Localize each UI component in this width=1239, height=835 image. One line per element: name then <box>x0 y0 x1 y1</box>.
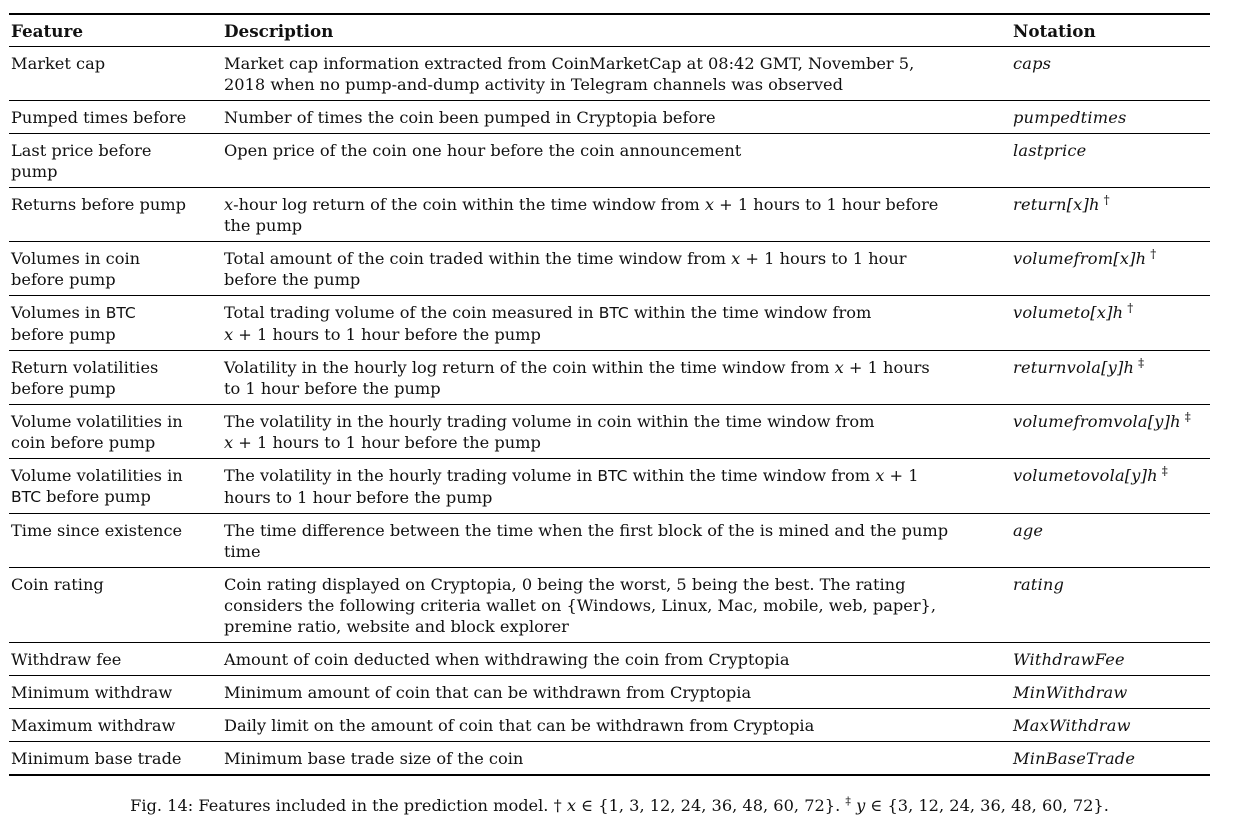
notation-symbol: volumetovola[y]h <box>1013 466 1158 485</box>
notation-cell <box>1011 405 1210 459</box>
feature-line: Withdraw fee <box>11 650 122 669</box>
description-line: Minimum base trade size of the coin <box>224 749 524 768</box>
description-line: x + 1 hours to 1 hour before the pump <box>224 433 541 452</box>
description-line: Daily limit on the amount of coin that can be withdrawn from Cryptopia <box>224 716 815 735</box>
feature-cell <box>9 459 222 514</box>
table-body <box>9 47 1210 776</box>
feature-cell <box>9 242 222 296</box>
feature-cell <box>9 514 222 568</box>
table-row <box>9 676 1210 709</box>
feature-line: Last price before <box>11 141 152 160</box>
notation-footnote-mark: † <box>1150 246 1157 261</box>
description-line: Total trading volume of the coin measured in BTC within the time window from <box>224 303 872 322</box>
notation-cell <box>1011 568 1210 643</box>
feature-cell <box>9 643 222 676</box>
table-row <box>9 47 1210 101</box>
notation-cell <box>1011 188 1210 242</box>
feature-line: Time since existence <box>11 521 183 540</box>
description-line: Total amount of the coin traded within the time window from x + 1 hours to 1 hour <box>224 249 907 268</box>
feature-line: BTC before pump <box>11 487 151 506</box>
description-cell <box>222 47 1011 101</box>
caption-y-definition: y ∈ {3, 12, 24, 36, 48, 60, 72}. <box>856 796 1109 815</box>
description-line: hours to 1 hour before the pump <box>224 488 493 507</box>
table-row <box>9 459 1210 514</box>
description-cell <box>222 101 1011 134</box>
notation-symbol: volumefrom[x]h <box>1013 249 1147 268</box>
table-row <box>9 134 1210 188</box>
feature-line: Return volatilities <box>11 358 159 377</box>
description-line: Market cap information extracted from CoinMarketCap at 08:42 GMT, November 5, <box>224 54 915 73</box>
feature-cell <box>9 134 222 188</box>
caption-text: Features included in the prediction model. <box>198 796 549 815</box>
caption-double-dagger: ‡ <box>845 794 851 808</box>
feature-line: before pump <box>11 325 116 344</box>
feature-line: Volumes in BTC <box>11 303 136 322</box>
notation-footnote-mark: ‡ <box>1161 463 1168 478</box>
notation-footnote-mark: † <box>1103 192 1110 207</box>
feature-cell <box>9 676 222 709</box>
feature-line: Volume volatilities in <box>11 466 183 485</box>
description-line: before the pump <box>224 270 361 289</box>
notation-symbol: lastprice <box>1013 141 1087 160</box>
description-line: Volatility in the hourly log return of the coin within the time window from x + 1 hours <box>224 358 930 377</box>
feature-cell <box>9 47 222 101</box>
description-line: the pump <box>224 216 303 235</box>
notation-cell <box>1011 459 1210 514</box>
feature-line: Pumped times before <box>11 108 187 127</box>
notation-cell <box>1011 742 1210 776</box>
table-row <box>9 296 1210 351</box>
features-table <box>9 13 1210 776</box>
feature-line: Returns before pump <box>11 195 186 214</box>
table-row <box>9 101 1210 134</box>
notation-symbol: return[x]h <box>1013 195 1100 214</box>
description-cell <box>222 351 1011 405</box>
feature-line: pump <box>11 162 58 181</box>
notation-cell <box>1011 676 1210 709</box>
description-cell <box>222 188 1011 242</box>
description-cell <box>222 643 1011 676</box>
notation-symbol: volumefromvola[y]h <box>1013 412 1181 431</box>
notation-cell <box>1011 296 1210 351</box>
notation-symbol: pumpedtimes <box>1013 108 1127 127</box>
description-line: 2018 when no pump-and-dump activity in Telegram channels was observed <box>224 75 843 94</box>
caption-x-definition: x ∈ {1, 3, 12, 24, 36, 48, 60, 72}. <box>566 796 841 815</box>
notation-symbol: caps <box>1013 54 1052 73</box>
notation-cell <box>1011 47 1210 101</box>
notation-cell <box>1011 514 1210 568</box>
description-line: x + 1 hours to 1 hour before the pump <box>224 325 541 344</box>
notation-cell <box>1011 101 1210 134</box>
notation-footnote-mark: ‡ <box>1184 409 1191 424</box>
description-line: considers the following criteria wallet on {Windows, Linux, Mac, mobile, web, paper}, <box>224 596 937 615</box>
notation-symbol: MinBaseTrade <box>1013 749 1136 768</box>
notation-cell <box>1011 134 1210 188</box>
description-cell <box>222 742 1011 776</box>
table-row <box>9 514 1210 568</box>
caption-dagger: † <box>553 796 562 815</box>
feature-cell <box>9 405 222 459</box>
description-line: Number of times the coin been pumped in Cryptopia before <box>224 108 716 127</box>
notation-symbol: rating <box>1013 575 1065 594</box>
description-cell <box>222 568 1011 643</box>
description-line: Minimum amount of coin that can be withdrawn from Cryptopia <box>224 683 752 702</box>
header-feature: Feature <box>11 21 84 41</box>
description-cell <box>222 676 1011 709</box>
notation-cell <box>1011 242 1210 296</box>
feature-line: Minimum withdraw <box>11 683 173 702</box>
description-cell <box>222 709 1011 742</box>
description-line: Open price of the coin one hour before the coin announcement <box>224 141 742 160</box>
description-cell <box>222 242 1011 296</box>
notation-symbol: returnvola[y]h <box>1013 358 1135 377</box>
description-line: time <box>224 542 261 561</box>
table-row <box>9 742 1210 776</box>
header-row <box>9 14 1210 47</box>
table-row <box>9 351 1210 405</box>
notation-symbol: WithdrawFee <box>1013 650 1125 669</box>
header-description: Description <box>224 21 334 41</box>
notation-symbol: age <box>1013 521 1044 540</box>
description-line: The volatility in the hourly trading volume in coin within the time window from <box>224 412 875 431</box>
table-row <box>9 568 1210 643</box>
feature-cell <box>9 351 222 405</box>
figure-caption <box>0 795 1239 817</box>
notation-symbol: MinWithdraw <box>1013 683 1128 702</box>
description-cell <box>222 459 1011 514</box>
table-row <box>9 643 1210 676</box>
notation-footnote-mark: ‡ <box>1138 355 1145 370</box>
description-cell <box>222 134 1011 188</box>
feature-line: before pump <box>11 270 116 289</box>
feature-cell <box>9 568 222 643</box>
caption-label: Fig. 14: <box>130 796 194 815</box>
description-line: to 1 hour before the pump <box>224 379 441 398</box>
description-line: Amount of coin deducted when withdrawing the coin from Cryptopia <box>224 650 790 669</box>
description-cell <box>222 514 1011 568</box>
feature-cell <box>9 101 222 134</box>
description-line: Coin rating displayed on Cryptopia, 0 being the worst, 5 being the best. The rating <box>224 575 906 594</box>
feature-line: Volume volatilities in <box>11 412 183 431</box>
description-line: The volatility in the hourly trading volume in BTC within the time window from x + 1 <box>224 466 919 485</box>
feature-cell <box>9 296 222 351</box>
notation-cell <box>1011 643 1210 676</box>
notation-cell <box>1011 709 1210 742</box>
feature-line: Coin rating <box>11 575 104 594</box>
feature-line: Maximum withdraw <box>11 716 176 735</box>
table-header <box>9 14 1210 47</box>
feature-cell <box>9 709 222 742</box>
description-cell <box>222 405 1011 459</box>
feature-line: Market cap <box>11 54 106 73</box>
notation-symbol: MaxWithdraw <box>1013 716 1131 735</box>
feature-line: coin before pump <box>11 433 156 452</box>
description-line: premine ratio, website and block explorer <box>224 617 569 636</box>
notation-symbol: volumeto[x]h <box>1013 303 1124 322</box>
header-notation: Notation <box>1013 21 1096 41</box>
notation-cell <box>1011 351 1210 405</box>
feature-cell <box>9 188 222 242</box>
feature-line: Volumes in coin <box>11 249 141 268</box>
description-cell <box>222 296 1011 351</box>
table-row <box>9 405 1210 459</box>
table-row <box>9 709 1210 742</box>
feature-line: Minimum base trade <box>11 749 182 768</box>
feature-line: before pump <box>11 379 116 398</box>
description-line: x-hour log return of the coin within the time window from x + 1 hours to 1 hour before <box>224 195 939 214</box>
notation-footnote-mark: † <box>1127 300 1134 315</box>
feature-cell <box>9 742 222 776</box>
description-line: The time difference between the time when the first block of the is mined and the pump <box>224 521 949 540</box>
table-row <box>9 242 1210 296</box>
table-row <box>9 188 1210 242</box>
